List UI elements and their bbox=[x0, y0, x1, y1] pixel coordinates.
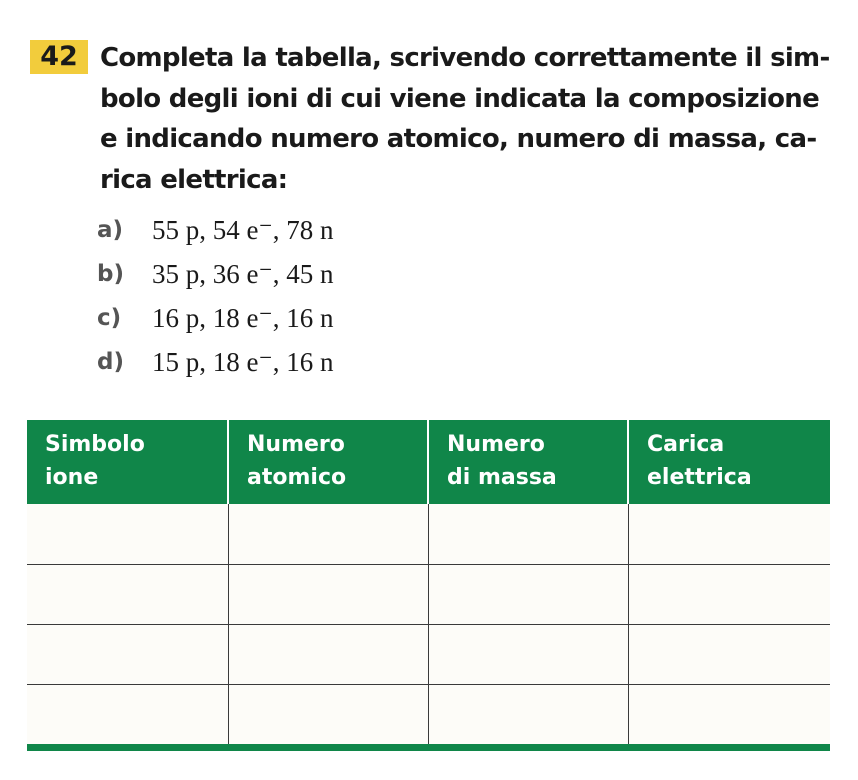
table-row bbox=[27, 504, 830, 564]
exercise-number-badge: 42 bbox=[30, 40, 88, 74]
table-cell[interactable] bbox=[27, 684, 228, 744]
item-composition: 16 p, 18 e⁻, 16 n bbox=[152, 302, 334, 333]
header-line: Numero bbox=[447, 432, 545, 457]
header-line: ione bbox=[45, 465, 99, 490]
table-cell[interactable] bbox=[228, 624, 428, 684]
list-item bbox=[97, 252, 334, 296]
table-row bbox=[27, 624, 830, 684]
table-row bbox=[27, 564, 830, 624]
table-cell[interactable] bbox=[628, 564, 830, 624]
item-composition: 35 p, 36 e⁻, 45 n bbox=[152, 258, 334, 289]
list-item bbox=[97, 340, 334, 384]
ions-table bbox=[27, 420, 830, 744]
exercise-instruction bbox=[100, 38, 840, 200]
item-letter: b) bbox=[97, 261, 124, 287]
instruction-line: bolo degli ioni di cui viene indicata la composizione bbox=[100, 83, 820, 114]
table-header-row bbox=[27, 420, 830, 504]
table-cell[interactable] bbox=[428, 684, 628, 744]
item-letter: a) bbox=[97, 217, 124, 243]
header-carica-elettrica bbox=[628, 420, 830, 504]
table-cell[interactable] bbox=[228, 564, 428, 624]
table-cell[interactable] bbox=[628, 504, 830, 564]
ions-table-container bbox=[27, 420, 830, 751]
instruction-line: Completa la tabella, scrivendo correttamente il sim- bbox=[100, 43, 830, 73]
header-simbolo-ione bbox=[27, 420, 228, 504]
composition-list bbox=[97, 208, 334, 384]
table-cell[interactable] bbox=[428, 624, 628, 684]
item-composition: 15 p, 18 e⁻, 16 n bbox=[152, 346, 334, 377]
table-cell[interactable] bbox=[228, 684, 428, 744]
table-cell[interactable] bbox=[228, 504, 428, 564]
table-cell[interactable] bbox=[27, 624, 228, 684]
header-line: Numero bbox=[247, 432, 345, 457]
item-letter: c) bbox=[97, 305, 122, 331]
header-line: atomico bbox=[247, 465, 347, 490]
table-cell[interactable] bbox=[428, 504, 628, 564]
table-bottom-rule bbox=[27, 744, 830, 751]
table-cell[interactable] bbox=[628, 624, 830, 684]
table-cell[interactable] bbox=[27, 564, 228, 624]
instruction-line: rica elettrica: bbox=[100, 164, 288, 195]
table-row bbox=[27, 684, 830, 744]
table-cell[interactable] bbox=[27, 504, 228, 564]
header-line: Simbolo bbox=[45, 432, 145, 457]
table-cell[interactable] bbox=[628, 684, 830, 744]
item-letter: d) bbox=[97, 349, 124, 375]
instruction-line: e indicando numero atomico, numero di massa, ca- bbox=[100, 124, 817, 154]
header-line: Carica bbox=[647, 432, 725, 457]
list-item bbox=[97, 296, 334, 340]
table-cell[interactable] bbox=[428, 564, 628, 624]
item-composition: 55 p, 54 e⁻, 78 n bbox=[152, 214, 334, 245]
header-numero-atomico bbox=[228, 420, 428, 504]
header-line: elettrica bbox=[647, 465, 752, 490]
header-numero-di-massa bbox=[428, 420, 628, 504]
list-item bbox=[97, 208, 334, 252]
header-line: di massa bbox=[447, 465, 557, 490]
